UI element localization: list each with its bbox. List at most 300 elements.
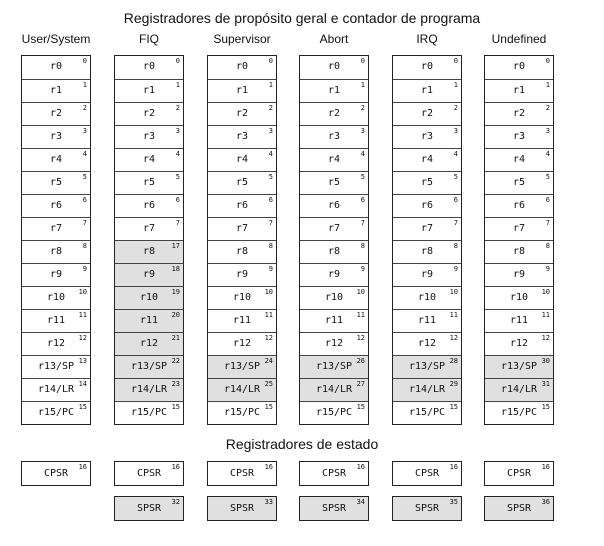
register-number: 29	[449, 380, 458, 388]
register-name: r11	[324, 315, 344, 326]
register-number: 4	[268, 150, 273, 158]
register-cell	[22, 378, 90, 401]
register-name: r12	[232, 338, 252, 349]
register-name: r4	[235, 154, 249, 165]
register-cell	[393, 286, 461, 309]
register-number: 11	[264, 311, 273, 319]
register-number: 6	[175, 196, 180, 204]
register-name: r14/LR	[500, 384, 538, 395]
register-number: 3	[360, 127, 365, 135]
register-name: r6	[420, 200, 434, 211]
mode-label-abort: Abort	[319, 32, 349, 46]
register-name: r11	[417, 315, 437, 326]
register-cell	[115, 102, 183, 125]
register-cell	[115, 378, 183, 401]
register-number: 12	[541, 334, 550, 342]
register-name: r0	[420, 61, 434, 72]
register-cell	[22, 79, 90, 102]
status-register-number: 16	[356, 463, 365, 471]
register-number: 9	[360, 265, 365, 273]
register-number: 7	[268, 219, 273, 227]
register-number: 0	[545, 57, 550, 65]
register-name: r6	[142, 200, 156, 211]
status-register-number: 33	[264, 498, 273, 506]
register-name: r0	[235, 61, 249, 72]
register-cell	[300, 171, 368, 194]
register-name: r9	[512, 269, 526, 280]
spsr-register-irq	[392, 496, 462, 521]
register-number: 5	[545, 173, 550, 181]
register-cell	[115, 332, 183, 355]
mode-label-supervisor: Supervisor	[213, 32, 271, 46]
register-cell	[22, 332, 90, 355]
register-name: r3	[235, 131, 249, 142]
register-number: 7	[360, 219, 365, 227]
register-number: 8	[360, 242, 365, 250]
register-number: 12	[264, 334, 273, 342]
register-number: 6	[545, 196, 550, 204]
status-register-number: 34	[356, 498, 365, 506]
register-name: r7	[49, 223, 63, 234]
register-cell	[393, 79, 461, 102]
register-cell	[393, 332, 461, 355]
register-number: 8	[82, 242, 87, 250]
register-cell	[393, 309, 461, 332]
register-name: r13/SP	[408, 361, 446, 372]
register-name: r10	[139, 292, 159, 303]
register-cell	[485, 240, 553, 263]
register-name: r10	[509, 292, 529, 303]
status-register-name: SPSR	[136, 503, 162, 514]
register-cell	[208, 332, 276, 355]
status-register-number: 32	[171, 498, 180, 506]
register-number: 10	[449, 288, 458, 296]
register-number: 10	[541, 288, 550, 296]
register-number: 21	[171, 334, 180, 342]
register-name: r9	[49, 269, 63, 280]
register-number: 6	[453, 196, 458, 204]
register-cell	[22, 171, 90, 194]
register-name: r3	[49, 131, 63, 142]
register-number: 3	[453, 127, 458, 135]
register-name: r4	[327, 154, 341, 165]
register-number: 2	[360, 104, 365, 112]
spsr-register-fiq	[114, 496, 184, 521]
register-cell	[393, 240, 461, 263]
register-name: r13/SP	[37, 361, 75, 372]
register-number: 2	[82, 104, 87, 112]
register-name: r14/LR	[315, 384, 353, 395]
register-name: r10	[232, 292, 252, 303]
register-number: 1	[453, 81, 458, 89]
status-register-name: CPSR	[136, 468, 162, 479]
register-name: r12	[417, 338, 437, 349]
register-cell	[115, 286, 183, 309]
status-register-name: CPSR	[506, 468, 532, 479]
register-cell	[300, 263, 368, 286]
register-name: r12	[46, 338, 66, 349]
register-bank-supervisor	[207, 55, 277, 425]
register-name: r8	[512, 246, 526, 257]
register-cell	[300, 240, 368, 263]
status-register-name: CPSR	[414, 468, 440, 479]
register-name: r8	[420, 246, 434, 257]
register-number: 14	[78, 380, 87, 388]
status-register-name: SPSR	[506, 503, 532, 514]
register-number: 11	[78, 311, 87, 319]
register-cell	[393, 378, 461, 401]
register-name: r4	[142, 154, 156, 165]
register-number: 28	[449, 357, 458, 365]
register-cell	[208, 217, 276, 240]
register-cell	[485, 263, 553, 286]
register-number: 0	[82, 57, 87, 65]
register-name: r0	[512, 61, 526, 72]
register-cell	[115, 148, 183, 171]
cpsr-register-irq	[392, 461, 462, 486]
register-cell	[115, 240, 183, 263]
register-cell	[300, 378, 368, 401]
register-number: 17	[171, 242, 180, 250]
status-register-name: CPSR	[43, 468, 69, 479]
mode-label-undefined: Undefined	[491, 32, 547, 46]
register-name: r14/LR	[130, 384, 168, 395]
status-register-number: 16	[78, 463, 87, 471]
status-register-number: 16	[171, 463, 180, 471]
register-name: r1	[512, 85, 526, 96]
register-cell	[485, 401, 553, 424]
register-name: r7	[420, 223, 434, 234]
register-cell	[22, 263, 90, 286]
register-cell	[485, 378, 553, 401]
register-name: r8	[327, 246, 341, 257]
register-cell	[300, 309, 368, 332]
register-name: r5	[235, 177, 249, 188]
register-cell	[485, 332, 553, 355]
register-cell	[208, 194, 276, 217]
register-name: r14/LR	[408, 384, 446, 395]
register-number: 15	[171, 403, 180, 411]
register-cell	[22, 194, 90, 217]
register-name: r7	[327, 223, 341, 234]
register-number: 15	[356, 403, 365, 411]
register-number: 4	[360, 150, 365, 158]
register-name: r5	[512, 177, 526, 188]
register-cell	[22, 56, 90, 79]
status-register-name: CPSR	[321, 468, 347, 479]
register-number: 8	[268, 242, 273, 250]
register-cell	[485, 355, 553, 378]
register-bank-irq	[392, 55, 462, 425]
register-number: 3	[545, 127, 550, 135]
register-name: r11	[46, 315, 66, 326]
register-name: r13/SP	[130, 361, 168, 372]
status-register-number: 35	[449, 498, 458, 506]
register-name: r9	[235, 269, 249, 280]
status-registers-title: Registradores de estado	[225, 436, 379, 452]
mode-label-fiq: FIQ	[139, 32, 159, 46]
register-name: r15/PC	[315, 407, 353, 418]
register-name: r12	[139, 338, 159, 349]
spsr-register-abort	[299, 496, 369, 521]
register-name: r2	[142, 108, 156, 119]
mode-label-user-system: User/System	[21, 32, 91, 46]
register-number: 6	[268, 196, 273, 204]
register-number: 7	[175, 219, 180, 227]
register-cell	[485, 125, 553, 148]
register-number: 0	[453, 57, 458, 65]
register-name: r1	[327, 85, 341, 96]
register-number: 5	[453, 173, 458, 181]
register-name: r3	[420, 131, 434, 142]
register-number: 19	[171, 288, 180, 296]
register-cell	[393, 102, 461, 125]
register-name: r11	[509, 315, 529, 326]
register-number: 31	[541, 380, 550, 388]
register-cell	[208, 240, 276, 263]
register-cell	[393, 148, 461, 171]
register-number: 4	[545, 150, 550, 158]
register-cell	[208, 401, 276, 424]
register-number: 5	[268, 173, 273, 181]
register-cell	[485, 56, 553, 79]
register-cell	[393, 56, 461, 79]
register-number: 0	[175, 57, 180, 65]
register-name: r9	[420, 269, 434, 280]
register-name: r2	[420, 108, 434, 119]
register-cell	[485, 194, 553, 217]
register-cell	[208, 378, 276, 401]
register-cell	[485, 309, 553, 332]
register-cell	[300, 332, 368, 355]
register-number: 11	[449, 311, 458, 319]
register-name: r12	[324, 338, 344, 349]
register-number: 0	[268, 57, 273, 65]
cpsr-register-supervisor	[207, 461, 277, 486]
register-cell	[300, 194, 368, 217]
register-name: r9	[327, 269, 341, 280]
register-cell	[485, 102, 553, 125]
register-name: r4	[49, 154, 63, 165]
register-number: 26	[356, 357, 365, 365]
register-name: r13/SP	[315, 361, 353, 372]
register-number: 2	[545, 104, 550, 112]
register-name: r8	[235, 246, 249, 257]
register-number: 9	[453, 265, 458, 273]
register-name: r13/SP	[223, 361, 261, 372]
register-cell	[208, 125, 276, 148]
register-name: r13/SP	[500, 361, 538, 372]
register-cell	[115, 355, 183, 378]
register-name: r15/PC	[37, 407, 75, 418]
register-name: r0	[49, 61, 63, 72]
cpsr-register-user-system	[21, 461, 91, 486]
register-cell	[115, 263, 183, 286]
register-cell	[208, 286, 276, 309]
register-number: 10	[78, 288, 87, 296]
register-cell	[208, 102, 276, 125]
register-cell	[300, 355, 368, 378]
register-number: 4	[82, 150, 87, 158]
register-name: r15/PC	[500, 407, 538, 418]
register-cell	[485, 217, 553, 240]
mode-label-irq: IRQ	[416, 32, 438, 46]
register-name: r6	[235, 200, 249, 211]
register-name: r2	[235, 108, 249, 119]
register-number: 1	[82, 81, 87, 89]
register-number: 7	[453, 219, 458, 227]
register-cell	[22, 217, 90, 240]
register-name: r1	[235, 85, 249, 96]
register-number: 15	[449, 403, 458, 411]
register-number: 2	[453, 104, 458, 112]
register-cell	[115, 125, 183, 148]
register-number: 9	[268, 265, 273, 273]
register-number: 11	[541, 311, 550, 319]
register-name: r9	[142, 269, 156, 280]
register-name: r1	[420, 85, 434, 96]
register-bank-undefined	[484, 55, 554, 425]
spsr-register-undefined	[484, 496, 554, 521]
register-number: 3	[268, 127, 273, 135]
register-bank-user-system	[21, 55, 91, 425]
register-cell	[393, 125, 461, 148]
status-register-name: SPSR	[229, 503, 255, 514]
register-number: 0	[360, 57, 365, 65]
register-name: r4	[420, 154, 434, 165]
register-number: 15	[264, 403, 273, 411]
status-register-number: 36	[541, 498, 550, 506]
register-number: 4	[453, 150, 458, 158]
register-name: r5	[327, 177, 341, 188]
register-cell	[22, 125, 90, 148]
status-register-number: 16	[449, 463, 458, 471]
register-number: 12	[449, 334, 458, 342]
register-name: r3	[142, 131, 156, 142]
register-cell	[208, 355, 276, 378]
register-bank-abort	[299, 55, 369, 425]
register-cell	[115, 79, 183, 102]
register-number: 20	[171, 311, 180, 319]
register-number: 9	[82, 265, 87, 273]
register-cell	[300, 56, 368, 79]
register-number: 7	[82, 219, 87, 227]
register-number: 15	[78, 403, 87, 411]
register-name: r2	[49, 108, 63, 119]
register-number: 10	[264, 288, 273, 296]
register-cell	[115, 401, 183, 424]
register-number: 7	[545, 219, 550, 227]
register-cell	[485, 286, 553, 309]
register-number: 2	[175, 104, 180, 112]
register-name: r15/PC	[408, 407, 446, 418]
register-cell	[208, 263, 276, 286]
register-cell	[115, 56, 183, 79]
register-name: r3	[327, 131, 341, 142]
register-cell	[300, 148, 368, 171]
register-name: r1	[49, 85, 63, 96]
register-number: 2	[268, 104, 273, 112]
register-cell	[22, 148, 90, 171]
register-number: 8	[545, 242, 550, 250]
register-name: r1	[142, 85, 156, 96]
register-number: 24	[264, 357, 273, 365]
register-cell	[22, 309, 90, 332]
register-cell	[22, 355, 90, 378]
register-name: r7	[512, 223, 526, 234]
register-name: r10	[46, 292, 66, 303]
register-name: r11	[232, 315, 252, 326]
register-name: r5	[142, 177, 156, 188]
register-number: 5	[82, 173, 87, 181]
register-name: r11	[139, 315, 159, 326]
register-name: r15/PC	[130, 407, 168, 418]
register-cell	[115, 194, 183, 217]
register-number: 1	[360, 81, 365, 89]
register-name: r7	[142, 223, 156, 234]
register-name: r4	[512, 154, 526, 165]
register-name: r8	[49, 246, 63, 257]
register-cell	[300, 102, 368, 125]
register-cell	[485, 171, 553, 194]
register-name: r15/PC	[223, 407, 261, 418]
register-number: 9	[545, 265, 550, 273]
register-name: r8	[142, 246, 156, 257]
register-cell	[300, 217, 368, 240]
register-name: r6	[512, 200, 526, 211]
register-cell	[208, 148, 276, 171]
register-number: 12	[78, 334, 87, 342]
register-cell	[393, 217, 461, 240]
register-number: 8	[453, 242, 458, 250]
register-cell	[115, 171, 183, 194]
status-register-name: SPSR	[414, 503, 440, 514]
register-number: 15	[541, 403, 550, 411]
register-number: 18	[171, 265, 180, 273]
register-name: r0	[327, 61, 341, 72]
spsr-register-supervisor	[207, 496, 277, 521]
register-number: 1	[175, 81, 180, 89]
register-name: r6	[49, 200, 63, 211]
register-number: 30	[541, 357, 550, 365]
register-cell	[22, 401, 90, 424]
register-bank-fiq	[114, 55, 184, 425]
cpsr-register-fiq	[114, 461, 184, 486]
register-number: 25	[264, 380, 273, 388]
register-cell	[485, 148, 553, 171]
register-cell	[300, 125, 368, 148]
register-number: 5	[175, 173, 180, 181]
register-number: 10	[356, 288, 365, 296]
register-name: r14/LR	[223, 384, 261, 395]
register-number: 13	[78, 357, 87, 365]
register-number: 3	[82, 127, 87, 135]
status-register-name: SPSR	[321, 503, 347, 514]
register-name: r12	[509, 338, 529, 349]
register-cell	[22, 286, 90, 309]
status-register-number: 16	[264, 463, 273, 471]
register-cell	[115, 309, 183, 332]
register-name: r3	[512, 131, 526, 142]
register-name: r2	[512, 108, 526, 119]
register-cell	[208, 56, 276, 79]
register-number: 6	[82, 196, 87, 204]
register-number: 22	[171, 357, 180, 365]
register-number: 27	[356, 380, 365, 388]
register-cell	[300, 286, 368, 309]
register-cell	[485, 79, 553, 102]
register-cell	[393, 194, 461, 217]
